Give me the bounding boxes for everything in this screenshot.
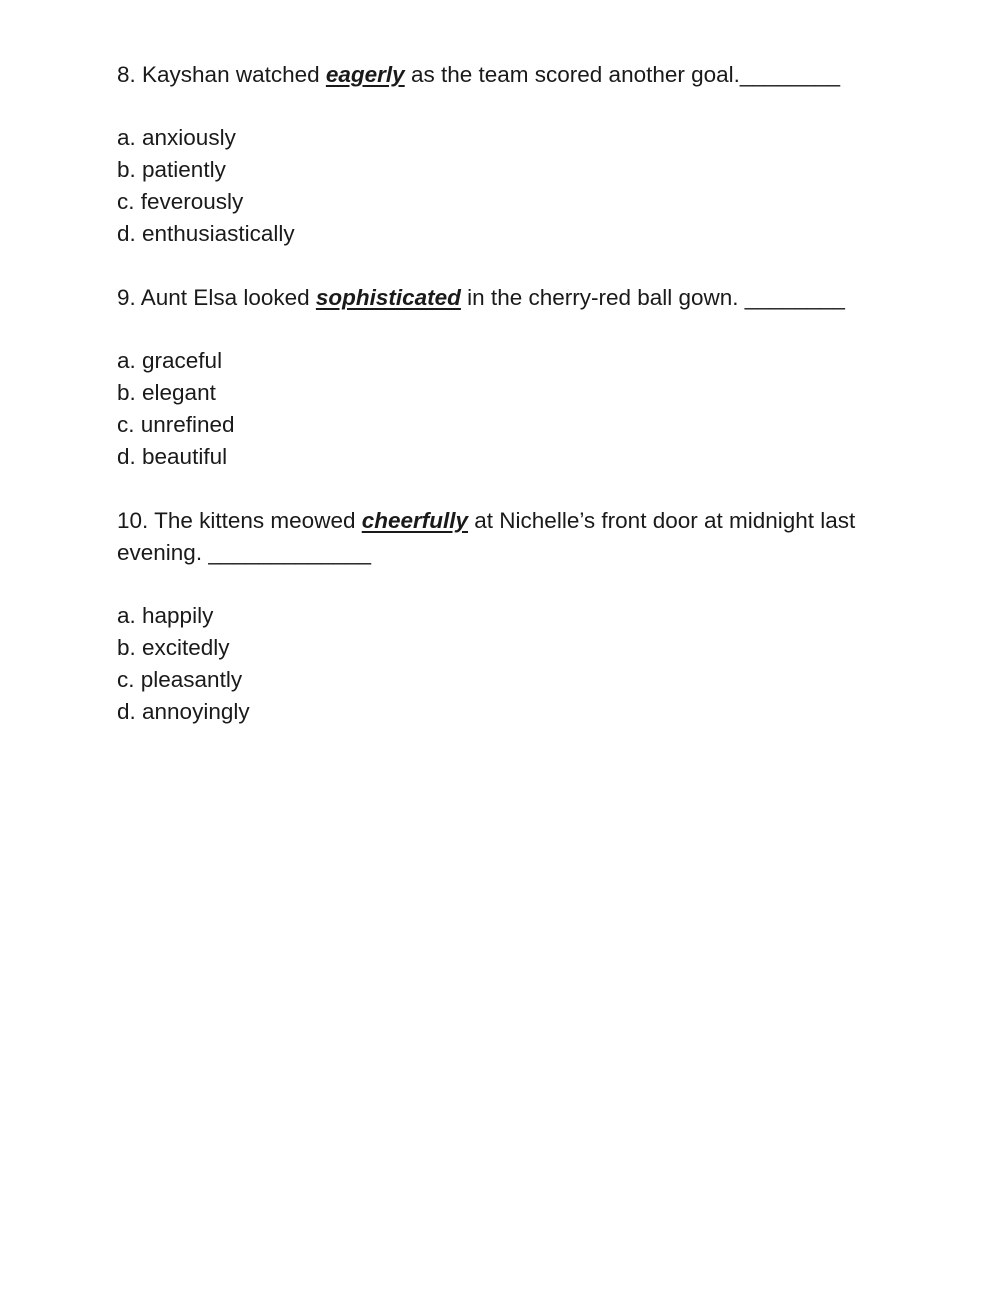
question-8 xyxy=(117,59,897,250)
option-9d: d. beautiful xyxy=(117,444,228,469)
option-10c: c. pleasantly xyxy=(117,667,243,692)
question-8-suffix: as the team scored another goal.________ xyxy=(404,62,841,87)
option-8b: b. patiently xyxy=(117,157,226,182)
option-8a: a. anxiously xyxy=(117,125,236,150)
option-9c: c. unrefined xyxy=(117,412,235,437)
question-9 xyxy=(117,282,897,473)
question-9-stem xyxy=(117,282,897,314)
question-9-keyword: sophisticated xyxy=(315,285,461,310)
question-10-prefix: 10. The kittens meowed xyxy=(117,508,362,533)
question-9-prefix: 9. Aunt Elsa looked xyxy=(117,285,316,310)
option-9a: a. graceful xyxy=(117,348,223,373)
option-9b: b. elegant xyxy=(117,380,216,405)
option-10a: a. happily xyxy=(117,603,214,628)
question-10 xyxy=(117,505,897,728)
question-10-keyword: cheerfully xyxy=(361,508,469,533)
option-8c: c. feverously xyxy=(117,189,244,214)
option-8d: d. enthusiastically xyxy=(117,221,295,246)
question-10-stem xyxy=(117,505,897,569)
question-9-options xyxy=(117,345,897,473)
option-10b: b. excitedly xyxy=(117,635,230,660)
question-10-suffix: at Nichelle’s front door at midnight last evening. _____________ xyxy=(117,508,856,565)
question-8-stem xyxy=(117,59,897,91)
question-9-suffix: in the cherry-red ball gown. ________ xyxy=(460,285,845,310)
question-8-keyword: eagerly xyxy=(325,62,405,87)
question-10-options xyxy=(117,600,897,728)
question-8-prefix: 8. Kayshan watched xyxy=(117,62,326,87)
question-8-options xyxy=(117,122,897,250)
option-10d: d. annoyingly xyxy=(117,699,250,724)
